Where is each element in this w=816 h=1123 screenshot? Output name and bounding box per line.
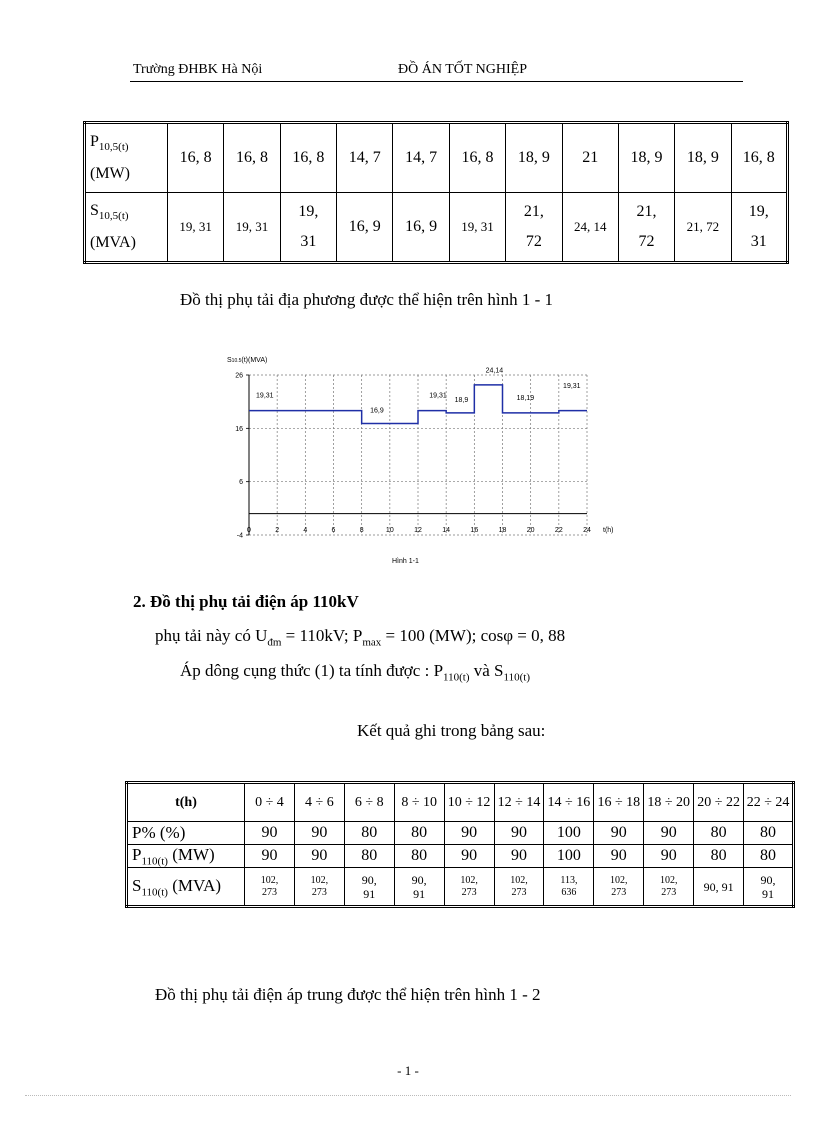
table-header-cell: 18 ÷ 20	[644, 783, 694, 822]
chart-xlabel: t(h)	[603, 527, 614, 534]
table-cell: 90, 91	[394, 868, 444, 907]
table-row	[85, 193, 788, 263]
row-label-p: $P_{10,5(t)}$ (MW)	[85, 123, 168, 193]
table-cell: 113, 636	[544, 868, 594, 907]
table-cell: 16, 8	[449, 123, 505, 193]
table-cell: 21, 72	[506, 193, 562, 263]
table-header-row	[127, 783, 794, 822]
header-title: ĐỒ ÁN TỐT NGHIỆP	[398, 62, 527, 77]
x-tick-label: 22	[554, 527, 563, 534]
table-cell: 102, 273	[594, 868, 644, 907]
x-tick-label: 2	[275, 527, 280, 534]
table-cell: 90	[245, 845, 295, 868]
table-cell: 21	[562, 123, 618, 193]
table-header-cell: 16 ÷ 18	[594, 783, 644, 822]
table-cell: 100	[544, 822, 594, 845]
table-cell: 21, 72	[675, 193, 731, 263]
section-heading: 2. Đồ thị phụ tải điện áp 110kV	[133, 592, 359, 611]
table-row	[85, 123, 788, 193]
y-tick-label: 26	[235, 372, 243, 380]
table-header-cell: 4 ÷ 6	[294, 783, 344, 822]
table-header-cell: 14 ÷ 16	[544, 783, 594, 822]
table-cell: 18, 9	[618, 123, 674, 193]
load-chart-1-1	[222, 350, 622, 570]
table-cell: 18, 9	[506, 123, 562, 193]
table-header-cell: 0 ÷ 4	[245, 783, 295, 822]
table-cell: 102, 273	[245, 868, 295, 907]
table-cell: 80	[744, 845, 794, 868]
x-tick-label: 12	[414, 527, 422, 534]
table-cell: 21, 72	[618, 193, 674, 263]
table-header-cell: 6 ÷ 8	[344, 783, 394, 822]
paragraph-figure-1-1: Đồ thị phụ tải địa phương được thể hiện trên hình 1 - 1	[180, 290, 554, 309]
header-divider	[130, 81, 743, 82]
table-cell: 80	[694, 822, 744, 845]
table-cell: 16, 9	[337, 193, 393, 263]
table-cell: 16, 9	[393, 193, 449, 263]
table-cell: 90, 91	[694, 868, 744, 907]
table-row	[127, 845, 794, 868]
table-row	[127, 822, 794, 845]
paragraph-apply-formula: Áp dông cụng thức (1) ta tính được : $P_{110(t)}$ và $S_{110(t)}$	[180, 661, 530, 684]
table-cell: 80	[394, 822, 444, 845]
table-cell: 90	[245, 822, 295, 845]
table-header-cell: 20 ÷ 22	[694, 783, 744, 822]
table-cell: 19, 31	[731, 193, 787, 263]
x-tick-label: 18	[498, 527, 507, 534]
table-cell: 100	[544, 845, 594, 868]
x-tick-label: 14	[442, 527, 451, 534]
x-tick-label: 4	[303, 527, 308, 534]
page-number: - 1 -	[397, 1063, 419, 1078]
table-cell: 90	[644, 822, 694, 845]
data-label: 24,14	[485, 367, 504, 375]
table-cell: 80	[744, 822, 794, 845]
110kv-load-table	[125, 781, 795, 908]
table-header-cell: 22 ÷ 24	[744, 783, 794, 822]
row-label-ppct: P% (%)	[127, 822, 245, 845]
y-tick-label: -4	[236, 532, 243, 540]
table-row	[127, 868, 794, 907]
local-load-table	[83, 121, 789, 264]
table-cell: 18, 9	[675, 123, 731, 193]
table-cell: 14, 7	[337, 123, 393, 193]
table-cell: 90	[294, 845, 344, 868]
table-cell: 80	[344, 822, 394, 845]
header-school: Trường ĐHBK Hà Nội	[133, 62, 263, 77]
table-header-cell: 10 ÷ 12	[444, 783, 494, 822]
table-cell: 102, 273	[294, 868, 344, 907]
table-cell: 102, 273	[444, 868, 494, 907]
table-cell: 90, 91	[744, 868, 794, 907]
y-tick-label: 6	[239, 479, 243, 487]
table-cell: 102, 273	[644, 868, 694, 907]
table-cell: 90	[294, 822, 344, 845]
row-label-s: $S_{10,5(t)}$ (MVA)	[85, 193, 168, 263]
table-cell: 19, 31	[168, 193, 224, 263]
table-cell: 90	[444, 845, 494, 868]
table-cell: 90	[444, 822, 494, 845]
paragraph-figure-1-2: Đồ thị phụ tải điện áp trung được thể hiện trên hình 1 - 2	[155, 985, 541, 1004]
row-label-p110: $P_{110(t)}$ (MW)	[127, 845, 245, 868]
table-cell: 19, 31	[224, 193, 280, 263]
x-tick-label: 0	[247, 527, 251, 534]
table-cell: 16, 8	[168, 123, 224, 193]
data-label: 16,9	[370, 407, 384, 415]
table-cell: 102, 273	[494, 868, 544, 907]
table-cell: 24, 14	[562, 193, 618, 263]
paragraph-results: Kết quả ghi trong bảng sau:	[357, 721, 546, 740]
table-cell: 90, 91	[344, 868, 394, 907]
chart-axes	[246, 375, 587, 535]
table-cell: 80	[394, 845, 444, 868]
table-cell: 80	[694, 845, 744, 868]
table-cell: 90	[494, 822, 544, 845]
table-cell: 19, 31	[449, 193, 505, 263]
chart-svg	[222, 350, 622, 570]
data-label: 18,9	[454, 397, 469, 405]
page-bottom-divider	[25, 1095, 791, 1096]
x-tick-label: 6	[331, 527, 336, 534]
chart-ylabel: S10.5(t)(MVA)	[227, 357, 268, 364]
x-tick-label: 20	[526, 527, 535, 534]
table-header-cell: t(h)	[127, 783, 245, 822]
data-label: 18,19	[516, 395, 535, 403]
y-tick-label: 16	[235, 425, 243, 433]
table-header-cell: 8 ÷ 10	[394, 783, 444, 822]
row-label-s110: $S_{110(t)}$ (MVA)	[127, 868, 245, 907]
data-label: 19,31	[429, 392, 447, 400]
table-cell: 16, 8	[224, 123, 280, 193]
table-cell: 90	[594, 845, 644, 868]
x-tick-label: 16	[470, 527, 479, 534]
chart-grid	[249, 375, 587, 535]
table-cell: 16, 8	[280, 123, 336, 193]
data-label: 19,31	[563, 382, 581, 390]
x-tick-label: 24	[583, 527, 591, 534]
x-tick-label: 10	[385, 527, 394, 534]
paragraph-conditions: phụ tải này có $U_{đm} = 110kV$; $P_{max} = 100$ (MW); cosφ = 0, 88	[155, 626, 566, 649]
table-header-cell: 12 ÷ 14	[494, 783, 544, 822]
table-cell: 16, 8	[731, 123, 787, 193]
table-cell: 90	[594, 822, 644, 845]
x-tick-label: 8	[359, 527, 364, 534]
table-cell: 90	[494, 845, 544, 868]
table-cell: 19, 31	[280, 193, 336, 263]
chart-caption: Hình 1-1	[392, 558, 419, 565]
data-label: 19,31	[256, 392, 274, 400]
table-cell: 90	[644, 845, 694, 868]
table-cell: 14, 7	[393, 123, 449, 193]
table-cell: 80	[344, 845, 394, 868]
